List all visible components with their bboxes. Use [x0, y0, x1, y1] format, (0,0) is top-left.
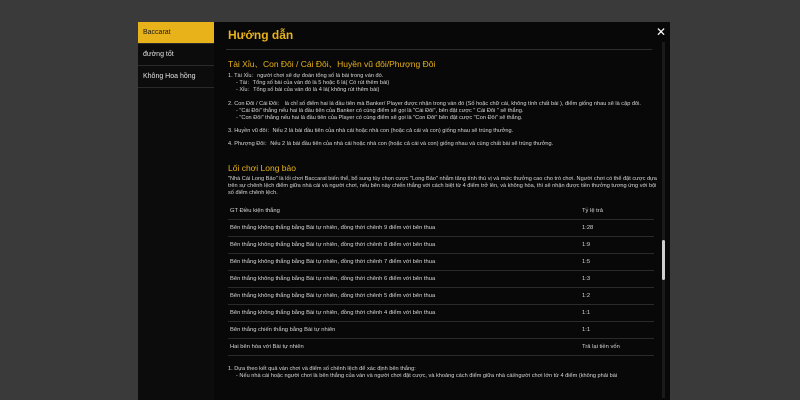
table-cell-ratio: 1:9: [580, 237, 654, 254]
table-cell-condition: Bên thắng không thắng bằng Bài tự nhiên, đồng thời chênh 6 điểm với bên thua: [228, 271, 580, 288]
scrollbar-track[interactable]: [662, 42, 665, 398]
page-title: Hướng dẫn: [228, 28, 294, 42]
table-cell-condition: Bên thắng không thắng bằng Bài tự nhiên, đồng thời chênh 4 điểm với bên thua: [228, 305, 580, 322]
table-row: [228, 220, 654, 237]
table-cell-condition: Hai bên hòa với Bài tự nhiên: [228, 339, 580, 356]
table-cell-condition: Bên thắng chiến thắng bằng Bài tự nhiên: [228, 322, 580, 339]
rule-line: 2. Con Đôi / Cái Đôi： là chỉ số điểm hai lá đầu tiên mà Banker/ Player được nhận trong ván đó (Số hoặc chữ cái, không tính chất bài ), điểm giống nhau sẽ là cặp đôi.: [228, 100, 641, 107]
table-row: [228, 288, 654, 305]
table-cell-ratio: 1:28: [580, 220, 654, 237]
sidebar-item-no-commission[interactable]: Không Hoa hồng: [138, 66, 214, 88]
table-cell-ratio: 1:1: [580, 322, 654, 339]
section-title-dragon-bonus: Lối chơi Long bảo: [228, 162, 296, 173]
dragon-bonus-description: "Nhà Cái Long Bảo" là lối chơi Baccarat biến thể, bổ sung tùy chọn cược "Long Bảo" nhằm tăng tính thú vị và mức thưởng cao cho trò chơi. Người chơi có thể đặt cược dựa trên sự chênh lệch điểm giữa nhà cái và người chơi, nếu bên này chiến thắng với cách biệt từ 4 điểm trở lên, và không hòa, thì sẽ nhận được tiền thưởng tương ứng với bội số điểm chênh lệch.: [228, 175, 657, 197]
rule-line: - Nếu nhà cái hoặc người chơi là bên thắng của ván và người chơi đặt cược, và khoảng cách điểm giữa nhà cái/người chơi lớn từ 4 điểm (không phải bài: [236, 373, 618, 380]
rule-line: - "Con Đôi" thắng nếu hai lá đầu tiên của Player có cùng điểm sẽ gọi là "Con Đôi" bên đặt cược "Con Đôi" sẽ thắng.: [236, 115, 523, 122]
rule-line: 1. Dựa theo kết quả ván chơi và điểm số chênh lệch để xác định bên thắng:: [228, 366, 416, 373]
content-panel[interactable]: [222, 22, 660, 400]
rule-line: - Xỉu：Tổng số bài của ván đó là 4 lá( không rút thêm bài): [236, 87, 380, 94]
table-header-ratio: Tỷ lệ trả: [580, 203, 654, 220]
dragon-bonus-rules: [228, 366, 660, 380]
rule-line: 3. Huyền vũ đôi：Nếu 2 lá bài đầu tiên của nhà cái hoặc nhà con (hoặc cả cái và con) giống nhau sẽ trúng thưởng.: [228, 128, 514, 135]
table-header-row: [228, 203, 654, 220]
table-header-condition: GT Điều kiện thắng: [228, 203, 580, 220]
sidebar-item-good-road[interactable]: đường tốt: [138, 44, 214, 66]
table-row: [228, 254, 654, 271]
payout-table: [228, 203, 654, 356]
table-cell-ratio: 1:1: [580, 305, 654, 322]
table-cell-ratio: Trả lại tiền vốn: [580, 339, 654, 356]
table-cell-condition: Bên thắng không thắng bằng Bài tự nhiên, đồng thời chênh 9 điểm với bên thua: [228, 220, 580, 237]
table-cell-ratio: 1:2: [580, 288, 654, 305]
sidebar: [138, 22, 214, 400]
table-row: [228, 322, 654, 339]
table-row: [228, 339, 654, 356]
table-cell-condition: Bên thắng không thắng bằng Bài tự nhiên, đồng thời chênh 8 điểm với bên thua: [228, 237, 580, 254]
table-row: [228, 237, 654, 254]
section-title-side-bets: Tài Xỉu、Con Đôi / Cái Đôi、Huyền vũ đôi/Phượng Đôi: [228, 59, 436, 69]
rule-line: 1. Tài Xỉu：người chơi sẽ dự đoán tổng số lá bài trong ván đó.: [228, 73, 384, 79]
table-cell-condition: Bên thắng không thắng bằng Bài tự nhiên, đồng thời chênh 5 điểm với bên thua: [228, 288, 580, 305]
close-icon[interactable]: ✕: [656, 25, 667, 39]
table-row: [228, 271, 654, 288]
table-cell-condition: Bên thắng không thắng bằng Bài tự nhiên, đồng thời chênh 7 điểm với bên thua: [228, 254, 580, 271]
rule-line: 4. Phượng Đôi：Nếu 2 lá bài đầu tiên của nhà cái hoặc nhà con (hoặc cả cái và con) giống nhau và cùng chất bài sẽ trúng thưởng.: [228, 141, 554, 148]
rule-line: - Tài：Tổng số bài của ván đó là 5 hoặc 6 lá( Có rút thêm bài): [236, 80, 390, 87]
side-bets-rules: [228, 73, 660, 149]
scrollbar-thumb[interactable]: [662, 240, 665, 280]
sidebar-item-baccarat[interactable]: Baccarat: [138, 22, 214, 44]
table-row: [228, 305, 654, 322]
table-cell-ratio: 1:3: [580, 271, 654, 288]
rule-line: - "Cái Đôi" thắng nếu hai lá đầu tiên của Banker có cùng điểm sẽ gọi là "Cái Đôi", bên đặt cược " Cái Đôi " sẽ thắng.: [236, 107, 524, 114]
table-cell-ratio: 1:5: [580, 254, 654, 271]
